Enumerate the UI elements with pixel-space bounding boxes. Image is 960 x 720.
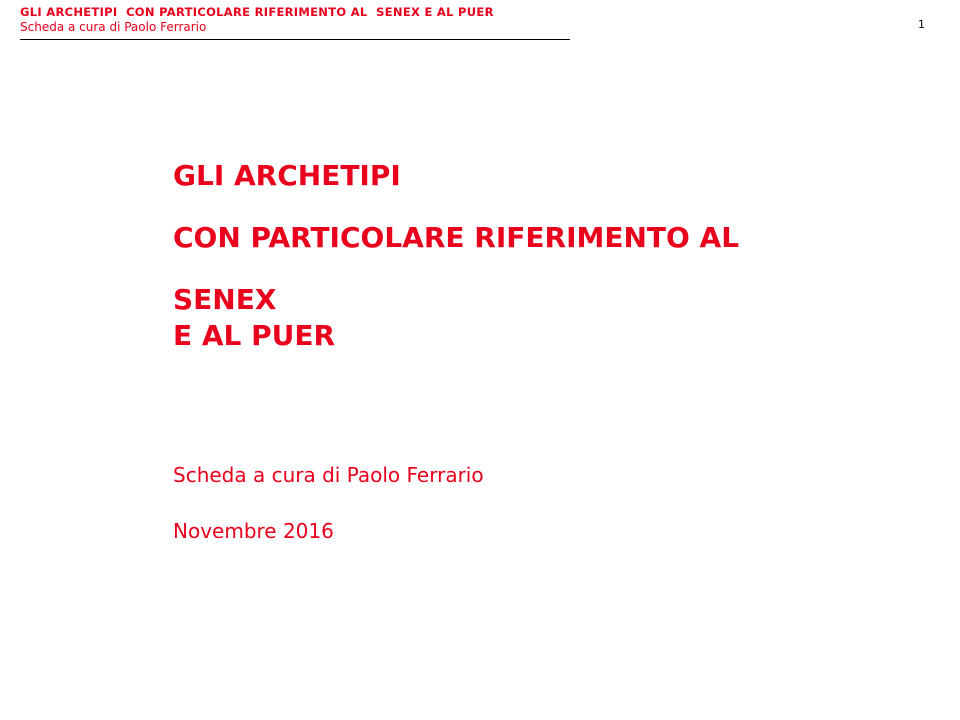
title-line-senex: SENEX (173, 283, 277, 316)
author-line: Scheda a cura di Paolo Ferrario (173, 463, 484, 487)
document-info (173, 462, 484, 544)
page-number: 1 (918, 18, 925, 31)
header-title: GLI ARCHETIPI CON PARTICOLARE RIFERIMENTO AL SENEX E AL PUER (20, 5, 494, 19)
document-title (173, 158, 933, 354)
date-line: Novembre 2016 (173, 519, 334, 543)
title-line-archetipi: GLI ARCHETIPI (173, 159, 401, 192)
header-subtitle: Scheda a cura di Paolo Ferrario (20, 20, 207, 34)
page-header (20, 5, 570, 40)
title-line-riferimento: CON PARTICOLARE RIFERIMENTO AL (173, 221, 740, 254)
title-line-puer: E AL PUER (173, 319, 336, 352)
